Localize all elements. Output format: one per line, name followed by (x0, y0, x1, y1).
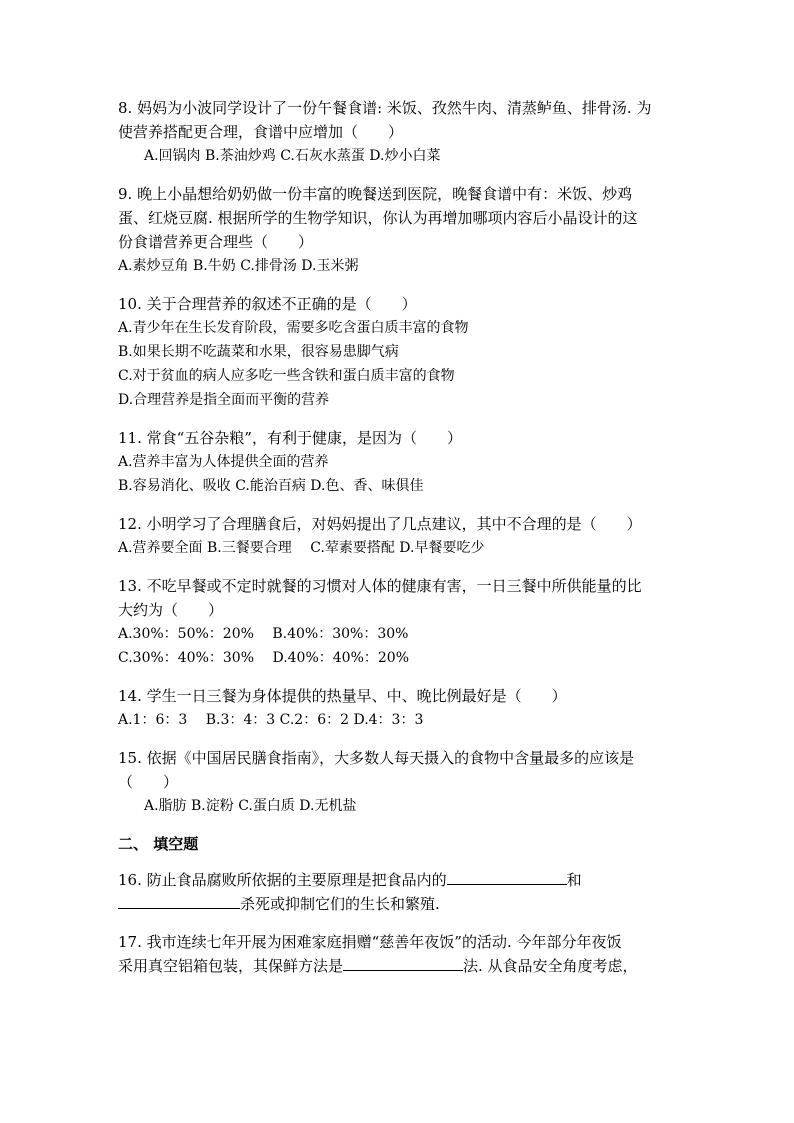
worksheet-page (118, 96, 688, 992)
question-15 (118, 746, 688, 818)
question-text-part: 法. 从食品安全角度考虑， (463, 957, 638, 975)
answer-options: A.30%：50%：20% B.40%：30%：30% (118, 626, 409, 642)
question-text: 15. 依据《中国居民膳食指南》，大多数人每天摄入的食物中含量最多的应该是 (118, 749, 635, 767)
question-11 (118, 426, 688, 498)
question-text: 10. 关于合理营养的叙述不正确的是（ ） (118, 295, 417, 313)
answer-options: A.1：6：3 B.3：4：3 C.2：6：2 D.4：3：3 (118, 712, 424, 728)
question-text: 使营养搭配更合理，食谱中应增加（ ） (118, 123, 404, 141)
question-text: 17. 我市连续七年开展为困难家庭捐赠“慈善年夜饭”的活动. 今年部分年夜饭 (118, 933, 622, 951)
question-text-part: 采用真空铝箱包装，其保鲜方法是 (118, 957, 344, 975)
question-14 (118, 684, 688, 732)
question-text: 14. 学生一日三餐为身体提供的热量早、中、晚比例最好是（ ） (118, 687, 567, 705)
question-10 (118, 292, 688, 412)
answer-option-c: C.对于贫血的病人应多吃一些含铁和蛋白质丰富的食物 (118, 368, 455, 384)
answer-options: A.脂肪 B.淀粉 C.蛋白质 D.无机盐 (144, 798, 357, 814)
question-13 (118, 574, 688, 670)
question-text-part: 杀死或抑制它们的生长和繁殖. (240, 895, 440, 913)
question-text: 份食谱营养更合理些（ ） (118, 233, 314, 251)
answer-options: A.素炒豆角 B.牛奶 C.排骨汤 D.玉米粥 (118, 258, 359, 274)
answer-option-d: D.合理营养是指全面而平衡的营养 (118, 392, 330, 408)
answer-options: A.营养要全面 B.三餐要合理 C.荤素要搭配 D.早餐要吃少 (118, 540, 485, 556)
question-17 (118, 930, 688, 978)
fill-blank[interactable] (447, 868, 567, 885)
question-text-part: 16. 防止食品腐败所依据的主要原理是把食品内的 (118, 871, 447, 889)
question-text-part: 和 (566, 871, 582, 889)
answer-options: C.30%：40%：30% D.40%：40%：20% (118, 650, 409, 666)
question-text: 9. 晚上小晶想给奶奶做一份丰富的晚餐送到医院，晚餐食谱中有：米饭、炒鸡 (118, 185, 633, 203)
section-title: 二、 填空题 (118, 835, 199, 853)
question-text: 大约为（ ） (118, 601, 224, 619)
question-12 (118, 512, 688, 560)
answer-options: B.容易消化、吸收 C.能治百病 D.色、香、味俱佳 (118, 478, 424, 494)
question-text (118, 892, 688, 916)
question-text: 13. 不吃早餐或不定时就餐的习惯对人体的健康有害，一日三餐中所供能量的比 (118, 577, 642, 595)
question-text (118, 954, 688, 978)
question-text: 12. 小明学习了合理膳食后，对妈妈提出了几点建议，其中不合理的是（ ） (118, 515, 642, 533)
fill-blank[interactable] (118, 892, 240, 909)
question-9 (118, 182, 688, 278)
question-text: 蛋、红烧豆腐. 根据所学的生物学知识，你认为再增加哪项内容后小晶设计的这 (118, 209, 638, 227)
question-16 (118, 868, 688, 916)
question-text (118, 868, 688, 892)
answer-option-b: B.如果长期不吃蔬菜和水果，很容易患脚气病 (118, 344, 399, 360)
answer-option-a: A.青少年在生长发育阶段，需要多吃含蛋白质丰富的食物 (118, 320, 469, 336)
fill-blank[interactable] (343, 954, 463, 971)
answer-options: A.回锅肉 B.茶油炒鸡 C.石灰水蒸蛋 D.炒小白菜 (144, 148, 441, 164)
answer-options: A.营养丰富为人体提供全面的营养 (118, 454, 329, 470)
question-8 (118, 96, 688, 168)
question-text: （ ） (118, 773, 179, 791)
question-text: 11. 常食“五谷杂粮”，有利于健康，是因为（ ） (118, 429, 462, 447)
question-text: 8. 妈妈为小波同学设计了一份午餐食谱: 米饭、孜然牛肉、清蒸鲈鱼、排骨汤. 为 (118, 99, 652, 117)
